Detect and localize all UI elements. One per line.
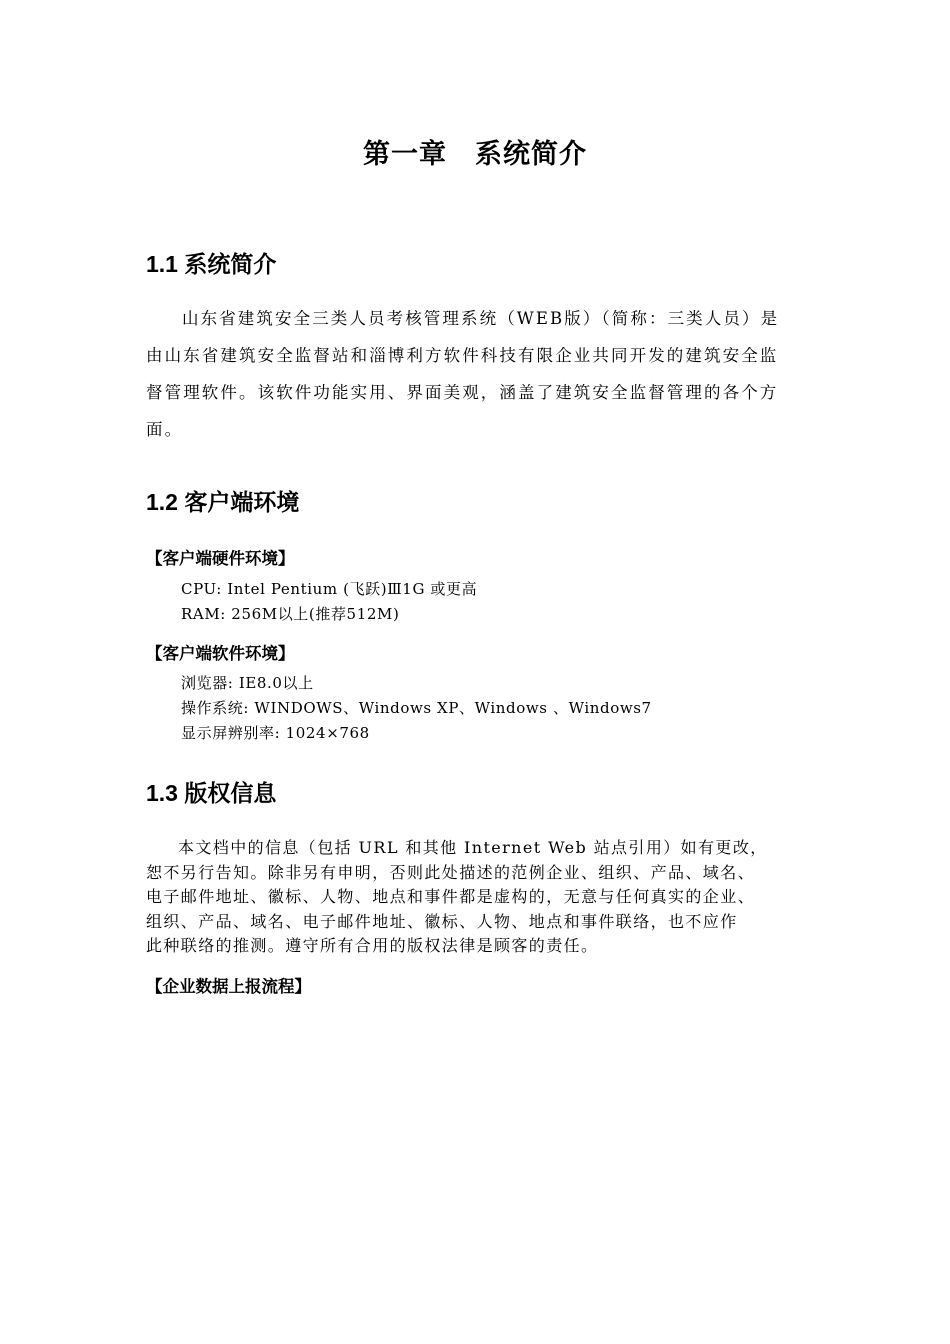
software-browser-item: 浏览器: IE8.0以上 — [181, 674, 314, 692]
software-resolution-item: 显示屏辨别率: 1024×768 — [181, 724, 370, 742]
paragraph-line: 组织、产品、域名、电子邮件地址、徽标、人物、地点和事件联络，也不应作 — [146, 911, 738, 931]
paragraph-line: 督管理软件。该软件功能实用、界面美观，涵盖了建筑安全监督管理的各个方 — [146, 383, 779, 402]
copyright-paragraph — [146, 836, 768, 959]
hardware-ram-item: RAM: 256M以上(推荐512M) — [181, 605, 400, 623]
paragraph-line: 本文档中的信息（包括 URL 和其他 Internet Web 站点引用）如有更改， — [178, 838, 768, 857]
section-heading-1-3: 1.3 版权信息 — [146, 780, 277, 806]
paragraph-line: 此种联络的推测。遵守所有合用的版权法律是顾客的责任。 — [146, 936, 599, 955]
paragraph-line: 恕不另行告知。除非另有申明，否则此处描述的范例企业、组织、产品、域名、 — [146, 862, 756, 882]
hardware-cpu-item: CPU: Intel Pentium (飞跃)Ⅲ1G 或更高 — [181, 580, 478, 598]
enterprise-report-flow-title: 【企业数据上报流程】 — [146, 977, 311, 996]
section-1-1-paragraph — [146, 300, 811, 448]
hardware-env-title: 【客户端硬件环境】 — [146, 549, 295, 568]
paragraph-line: 山东省建筑安全三类人员考核管理系统（WEB版）（简称：三类人员）是 — [182, 309, 780, 328]
paragraph-line: 电子邮件地址、徽标、人物、地点和事件都是虚构的，无意与任何真实的企业、 — [146, 887, 756, 906]
section-heading-1-2: 1.2 客户端环境 — [146, 489, 300, 515]
section-heading-1-1: 1.1 系统简介 — [146, 251, 277, 277]
chapter-title: 第一章 系统简介 — [363, 139, 587, 170]
software-os-item: 操作系统: WINDOWS、Windows XP、Windows 、Windows7 — [181, 699, 652, 717]
software-env-title: 【客户端软件环境】 — [146, 644, 295, 663]
paragraph-line: 面。 — [146, 420, 184, 439]
paragraph-line: 由山东省建筑安全监督站和淄博利方软件科技有限企业共同开发的建筑安全监 — [146, 346, 779, 365]
